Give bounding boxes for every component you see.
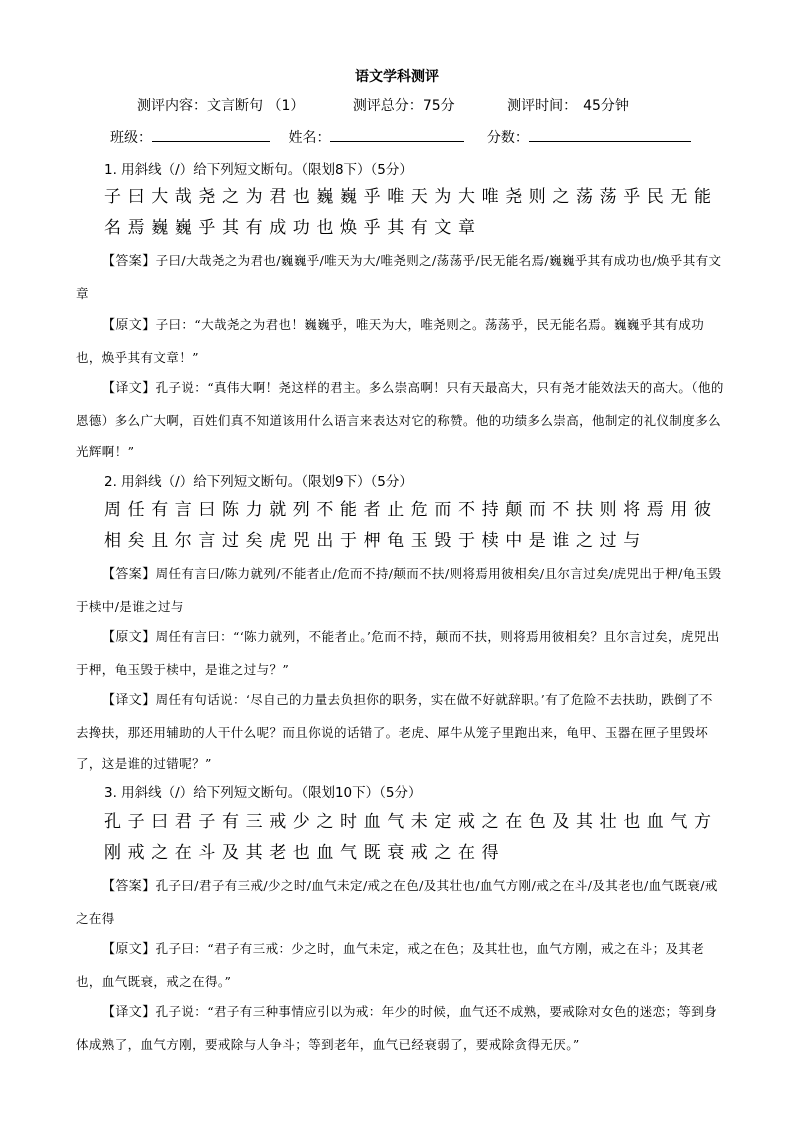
original-block xyxy=(76,309,724,373)
answer-text: 周任有言曰/陈力就列/不能者止/危而不持/颠而不扶/则将焉用彼相矣/且尔言过矣/虎兕出于柙/龟玉毁于椟中/是谁之过与 xyxy=(76,566,722,614)
translation-tag: 【译文】 xyxy=(102,693,156,708)
test-info-line xyxy=(137,95,651,115)
question-prompt: 3. 用斜线（/）给下列短文断句。（限划10下）（5分） xyxy=(104,785,422,801)
total-info xyxy=(353,98,455,114)
translation-block xyxy=(76,996,724,1060)
answer-tag: 【答案】 xyxy=(102,567,156,582)
page-title: 语文学科测评 xyxy=(355,69,439,85)
answer-block xyxy=(76,870,724,934)
content-label: 测评内容： xyxy=(137,98,207,114)
total-label: 测评总分： xyxy=(352,98,423,114)
original-block xyxy=(76,621,724,685)
question-passage: 孔子曰君子有三戒少之时血气未定戒之在色及其壮也血气方刚戒之在斗及其老也血气既衰戒之在得 xyxy=(104,812,718,863)
translation-block xyxy=(76,684,724,780)
original-text: 孔子曰：“君子有三戒：少之时，血气未定，戒之在色；及其壮也，血气方刚，戒之在斗；及其老也，血气既衰，戒之在得。” xyxy=(76,941,705,989)
translation-text: 孔子说：“真伟大啊！尧这样的君主。多么崇高啊！只有天最高大，只有尧才能效法天的高大。（他的恩德）多么广大啊，百姓们真不知道该用什么语言来表达对它的称赞。他的功绩多么崇高，他制定的礼仪制度多么光辉啊！” xyxy=(76,380,724,459)
original-text: 子曰：“大哉尧之为君也！巍巍乎，唯天为大，唯尧则之。荡荡乎，民无能名焉。巍巍乎其有成功也，焕乎其有文章！” xyxy=(76,317,705,365)
score-field[interactable] xyxy=(529,127,691,142)
answer-block xyxy=(76,245,724,309)
original-text: 周任有言曰：“‘陈力就列，不能者止。’危而不持，颠而不扶，则将焉用彼相矣？且尔言过矣，虎兕出于柙，龟玉毁于椟中，是谁之过与？” xyxy=(76,629,720,677)
content-value: 文言断句 （1） xyxy=(207,98,305,114)
time-label: 测评时间： xyxy=(507,98,578,114)
answer-tag: 【答案】 xyxy=(102,254,156,269)
question-passage: 子曰大哉尧之为君也巍巍乎唯天为大唯尧则之荡荡乎民无能名焉巍巍乎其有成功也焕乎其有文章 xyxy=(104,187,718,238)
answer-block xyxy=(76,558,724,622)
translation-block xyxy=(76,372,724,468)
answer-text: 子曰/大哉尧之为君也/巍巍乎/唯天为大/唯尧则之/荡荡乎/民无能名焉/巍巍乎其有成功也/焕乎其有文章 xyxy=(76,253,722,301)
answer-tag: 【答案】 xyxy=(102,879,156,894)
original-block xyxy=(76,933,724,997)
question-prompt: 2. 用斜线（/）给下列短文断句。（限划9下）（5分） xyxy=(104,474,413,490)
original-tag: 【原文】 xyxy=(102,630,156,645)
score-label: 分数： xyxy=(486,130,529,146)
student-fields xyxy=(110,127,691,147)
translation-text: 孔子说：“君子有三种事情应引以为戒：年少的时候，血气还不成熟，要戒除对女色的迷恋；等到身体成熟了，血气方刚，要戒除与人争斗；等到老年，血气已经衰弱了，要戒除贪得无厌。” xyxy=(76,1004,718,1052)
name-field[interactable] xyxy=(330,127,464,142)
original-tag: 【原文】 xyxy=(102,942,156,957)
translation-tag: 【译文】 xyxy=(102,381,156,396)
name-label: 姓名： xyxy=(288,130,331,146)
question-prompt: 1. 用斜线（/）给下列短文断句。（限划8下）（5分） xyxy=(104,162,413,178)
class-field[interactable] xyxy=(152,127,270,142)
translation-tag: 【译文】 xyxy=(102,1005,156,1020)
time-value: 45分钟 xyxy=(583,98,629,114)
content-info xyxy=(137,98,304,114)
question-passage: 周任有言曰陈力就列不能者止危而不持颠而不扶则将焉用彼相矣且尔言过矣虎兕出于柙龟玉毁于椟中是谁之过与 xyxy=(104,500,718,551)
time-info xyxy=(507,98,629,114)
original-tag: 【原文】 xyxy=(102,318,156,333)
class-label: 班级： xyxy=(110,130,152,146)
translation-text: 周任有句话说：‘尽自己的力量去负担你的职务，实在做不好就辞职。’有了危险不去扶助，跌倒了不去搀扶，那还用辅助的人干什么呢？而且你说的话错了。老虎、犀牛从笼子里跑出来，龟甲、玉器在匣子里毁坏了，这是谁的过错呢？” xyxy=(76,692,713,771)
total-value: 75分 xyxy=(422,98,455,114)
answer-text: 孔子曰/君子有三戒/少之时/血气未定/戒之在色/及其壮也/血气方刚/戒之在斗/及其老也/血气既衰/戒之在得 xyxy=(76,878,718,926)
